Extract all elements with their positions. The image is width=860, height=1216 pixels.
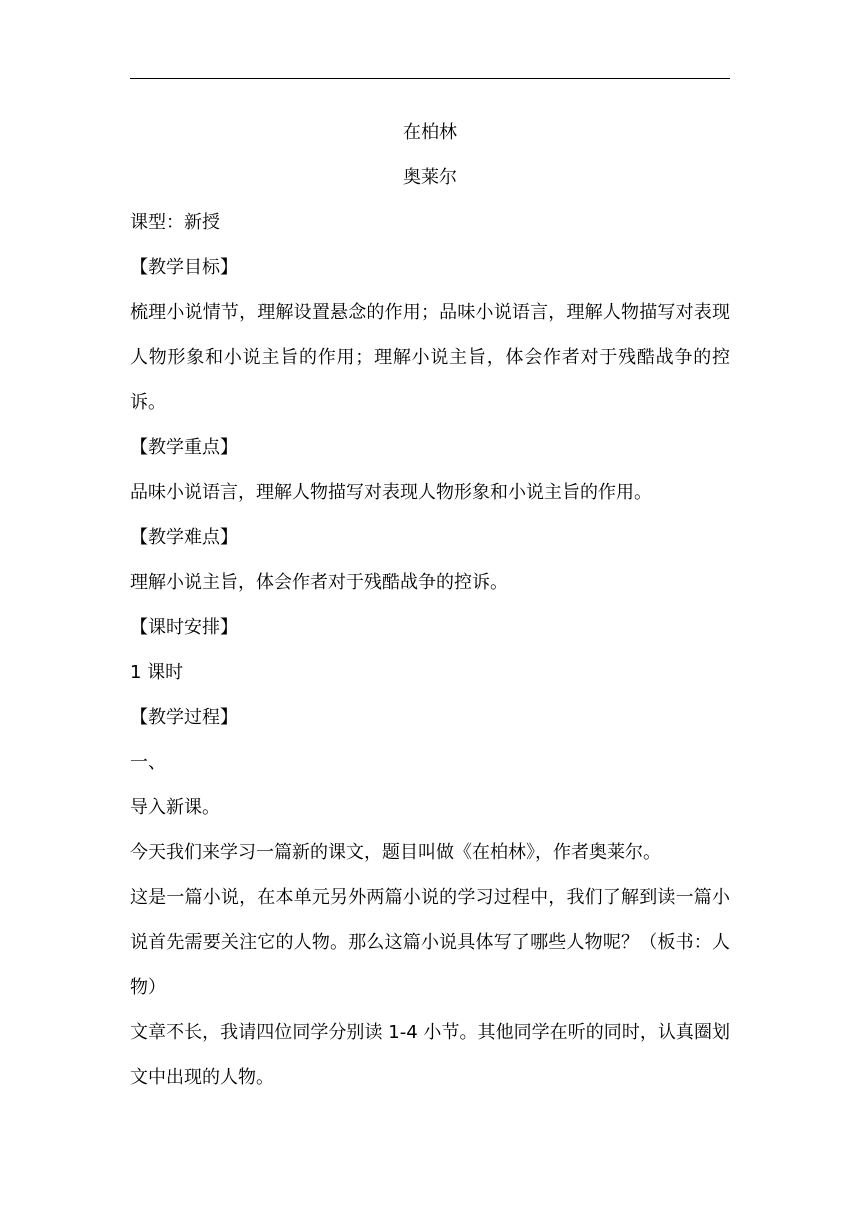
step-number: 一、 [130,752,166,773]
difficulties-text: 理解小说主旨，体会作者对于残酷战争的控诉。 [130,572,508,593]
step-title: 导入新课。 [130,797,220,818]
schedule-heading: 【课时安排】 [130,617,238,638]
paragraph-2: 这是一篇小说，在本单元另外两篇小说的学习过程中，我们了解到读一篇小说首先需要关注它的人物。那么这篇小说具体写了哪些人物呢？（板书：人物） [130,887,730,998]
process-heading: 【教学过程】 [130,707,238,728]
objectives-text: 梳理小说情节，理解设置悬念的作用；品味小说语言，理解人物描写对表现人物形象和小说主旨的作用；理解小说主旨，体会作者对于残酷战争的控诉。 [130,302,730,413]
schedule-text: 1 课时 [130,662,184,683]
key-points-text: 品味小说语言，理解人物描写对表现人物形象和小说主旨的作用。 [130,482,652,503]
document-body [130,110,730,1100]
lesson-type: 课型：新授 [130,212,220,233]
paragraph-3: 文章不长，我请四位同学分别读 1-4 小节。其他同学在听的同时，认真圈划文中出现的人物。 [130,1022,730,1088]
document-author: 奥莱尔 [403,167,457,188]
key-points-heading: 【教学重点】 [130,437,238,458]
header-rule [130,78,730,79]
difficulties-heading: 【教学难点】 [130,527,238,548]
paragraph-1: 今天我们来学习一篇新的课文，题目叫做《在柏林》，作者奥莱尔。 [130,842,661,863]
objectives-heading: 【教学目标】 [130,257,238,278]
document-title: 在柏林 [403,122,457,143]
